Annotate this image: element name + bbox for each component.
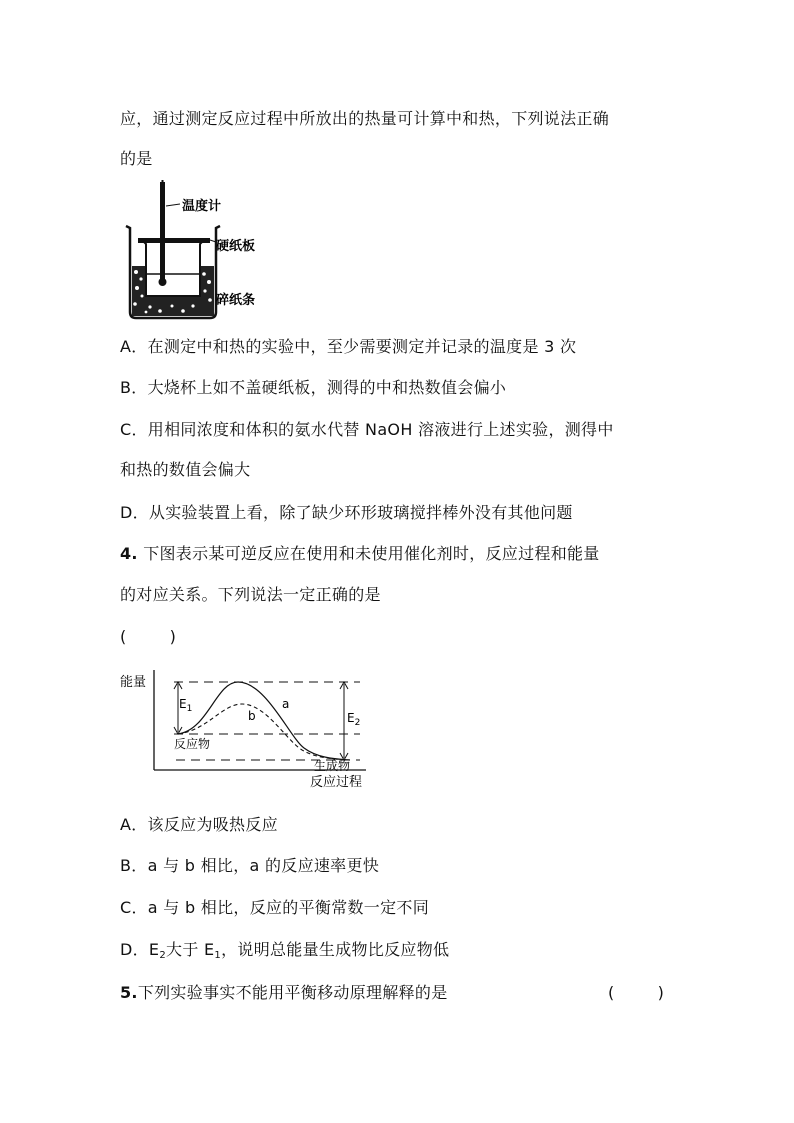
q4-option-a: A．该反应为吸热反应 [120, 815, 278, 834]
e1-label: $E_1$ [179, 697, 193, 714]
q3-option-c-line2: 和热的数值会偏大 [120, 460, 251, 479]
curve-b-label: b [248, 709, 256, 723]
q5-stem [120, 983, 448, 1003]
q4-number: 4. [120, 544, 138, 563]
q3-stem-line2: 的是 [120, 149, 153, 168]
thermometer [160, 182, 165, 280]
e2-label: $E_2$ [347, 711, 361, 728]
q4-stem-text: 下图表示某可逆反应在使用和未使用催化剂时，反应过程和能量 [143, 544, 600, 563]
q4-stem-line2: 的对应关系。下列说法一定正确的是 [120, 585, 381, 604]
q3-option-a: A．在测定中和热的实验中，至少需要测定并记录的温度是 3 次 [120, 337, 577, 356]
q3-option-d: D．从实验装置上看，除了缺少环形玻璃搅拌棒外没有其他问题 [120, 503, 573, 522]
x-axis-label: 反应过程 [310, 775, 363, 790]
calorimeter-figure [120, 178, 270, 320]
q3-option-c-line1: C．用相同浓度和体积的氨水代替 NaOH 溶液进行上述实验，测得中 [120, 420, 614, 439]
q4-option-c: C．a 与 b 相比，反应的平衡常数一定不同 [120, 898, 429, 917]
q5-stem-text: 下列实验事实不能用平衡移动原理解释的是 [137, 983, 448, 1002]
label-thermometer: 温度计 [182, 199, 222, 214]
q4-option-b: B．a 与 b 相比，a 的反应速率更快 [120, 856, 380, 875]
q5-number: 5. [120, 983, 138, 1002]
label-cardboard: 硬纸板 [216, 239, 256, 254]
energy-diagram [118, 660, 380, 792]
q5-answer-bracket: ( ) [608, 983, 665, 1002]
curve-b [178, 704, 350, 760]
q3-stem-line1: 应，通过测定反应过程中所放出的热量可计算中和热，下列说法正确 [120, 109, 610, 128]
cardboard-lid [138, 238, 210, 243]
small-beaker [144, 242, 202, 296]
q4-stem-line1 [120, 544, 600, 564]
q4-option-d: D．$E_2$大于 $E_1$，说明总能量生成物比反应物低 [120, 940, 450, 961]
label-paper-strips: 碎纸条 [216, 293, 256, 308]
q3-option-b: B．大烧杯上如不盖硬纸板，测得的中和热数值会偏小 [120, 378, 507, 397]
q4-answer-bracket: ( ) [120, 627, 177, 646]
reactants-label: 反应物 [174, 737, 211, 751]
y-axis-label: 能量 [120, 675, 147, 690]
curve-a-label: a [282, 697, 290, 711]
products-label: 生成物 [314, 759, 351, 773]
